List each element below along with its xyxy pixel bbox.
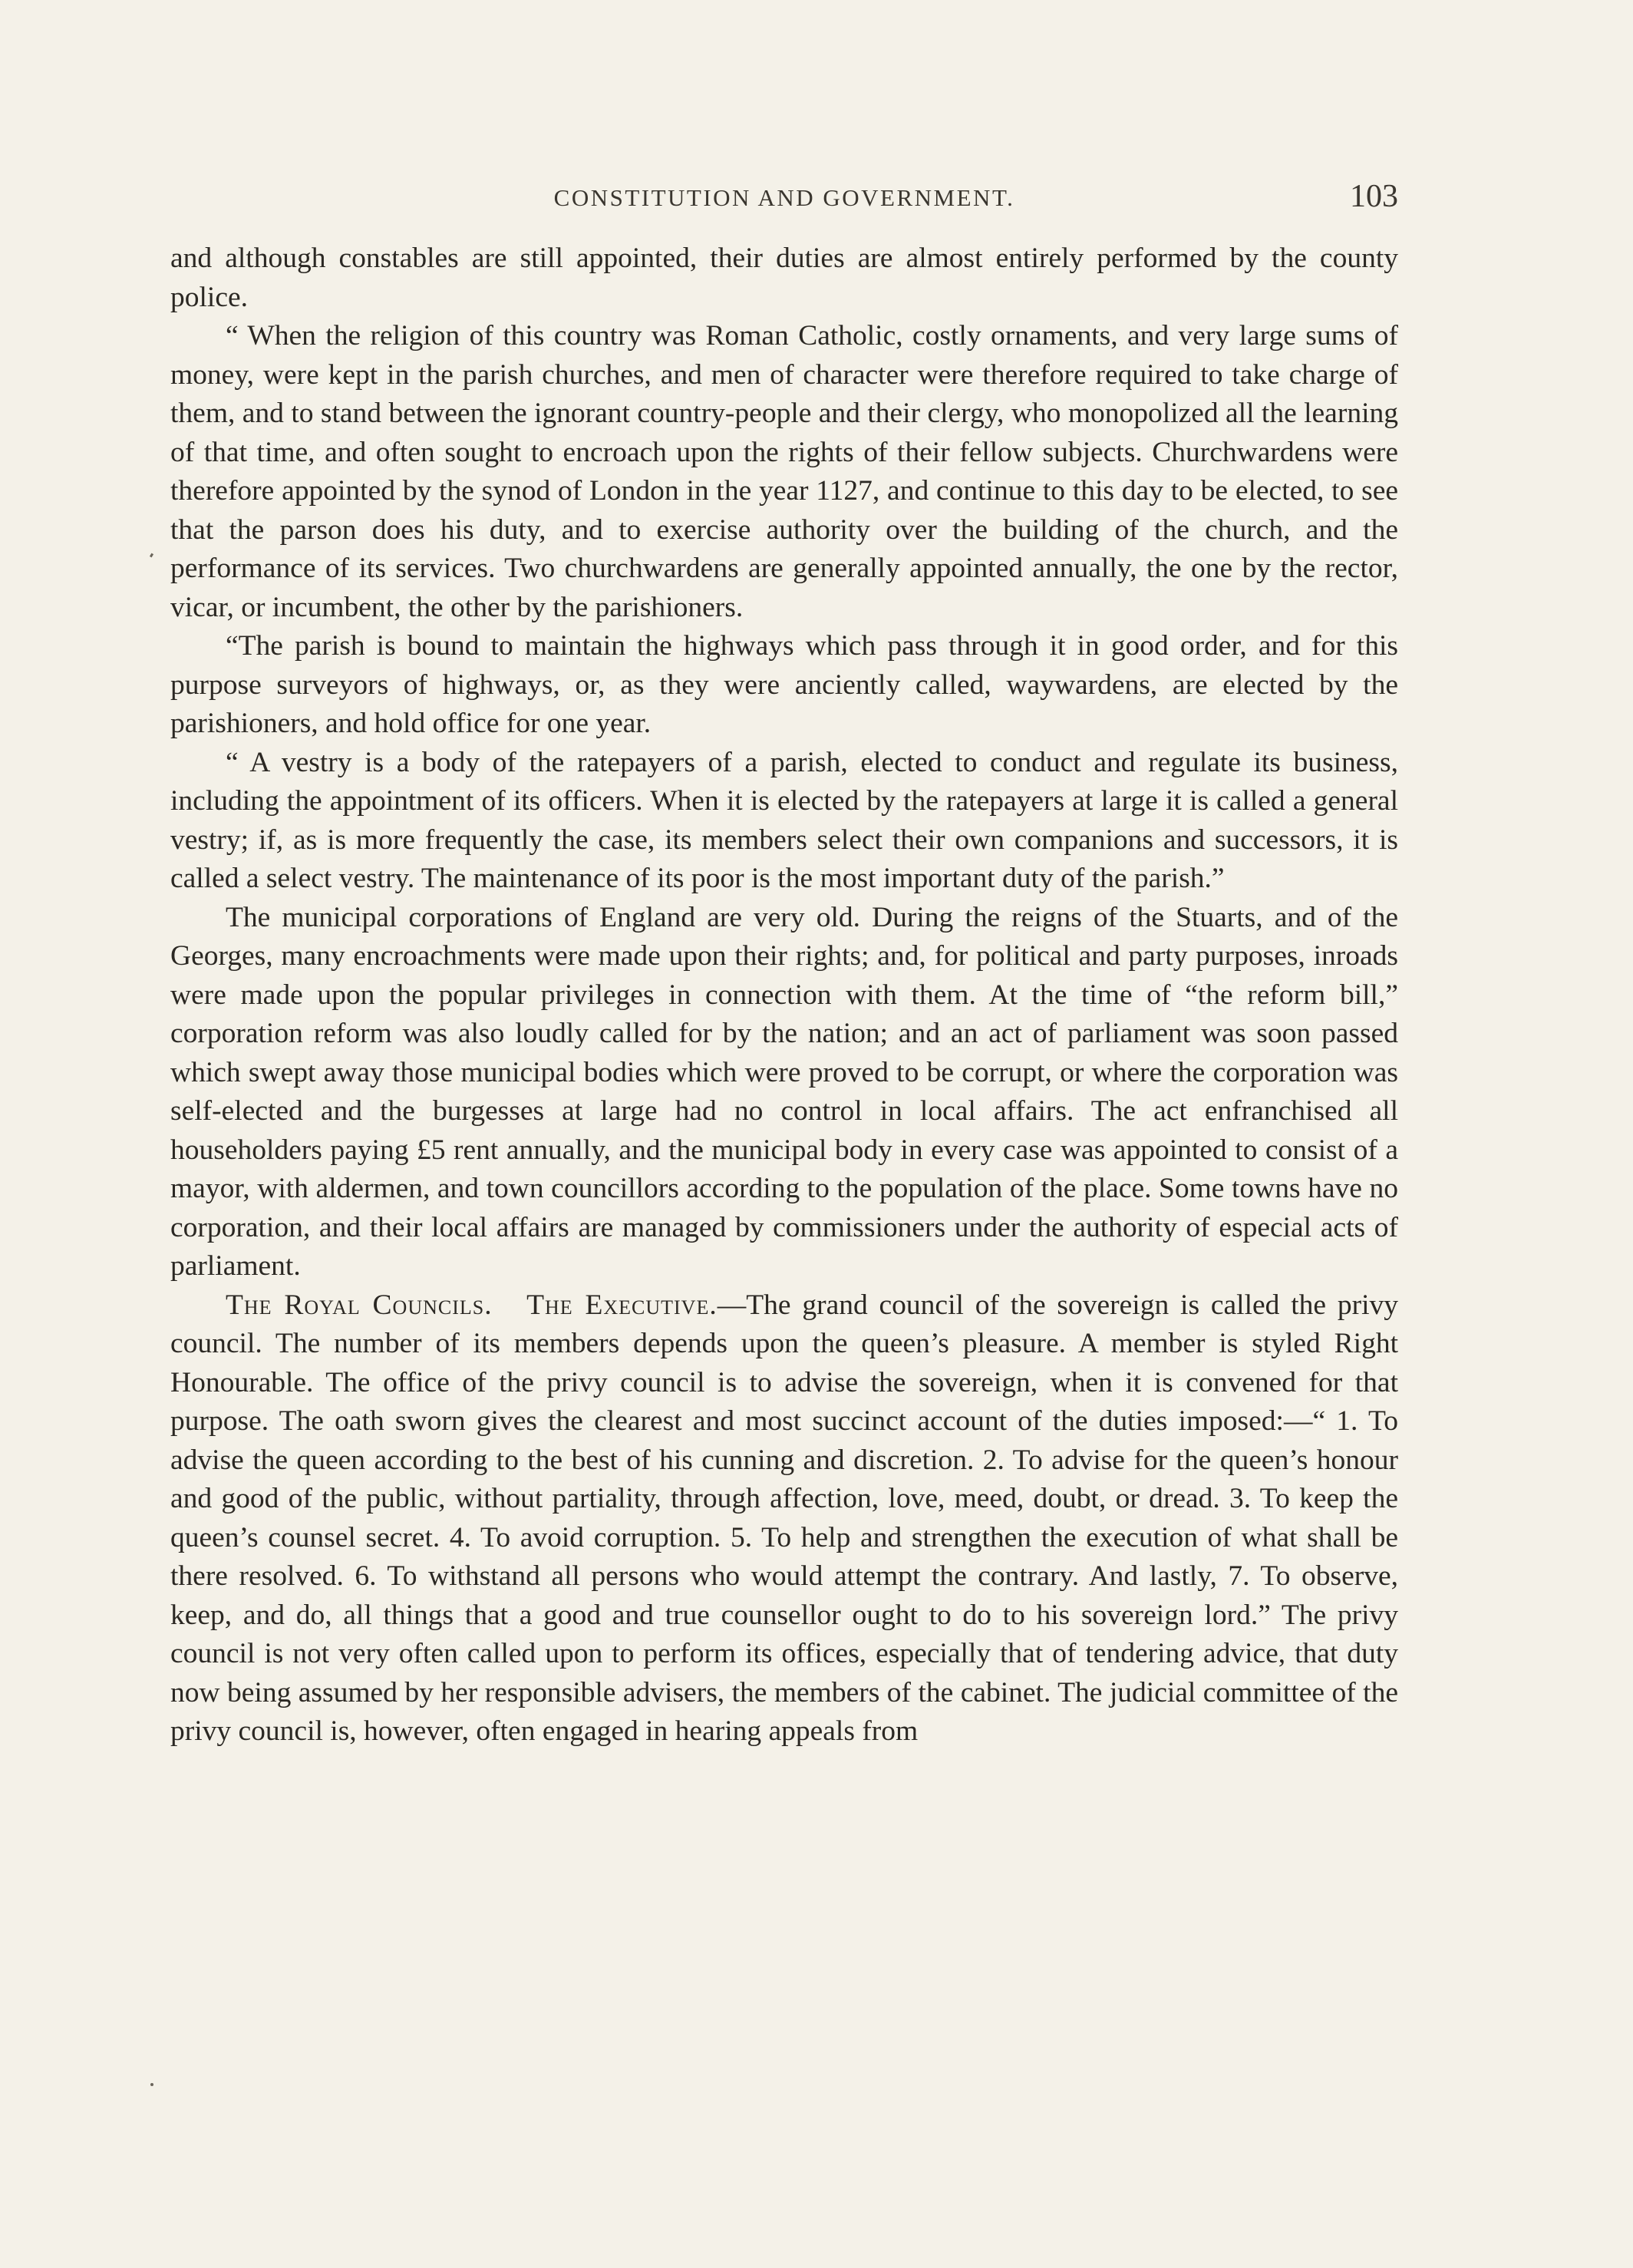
paragraph-churchwardens: “ When the religion of this country was Roman Catholic, costly ornaments, and very large sums of money, were kept in the parish churches, and men of character were therefore required to take charge of them, and to stand between the ignorant country-people and their clergy, who monopolized all the learning of that time, and often sought to encroach upon the rights of their fellow subjects. Churchwardens were therefore appointed by the synod of London in the year 1127, and continue to this day to be elected, to see that the parson does his duty, and to exercise authority over the building of the church, and the performance of its services. Two churchwardens are generally appointed annually, the one by the rector, vicar, or incumbent, the other by the parishioners. <box>170 320 1398 623</box>
paragraph-royal-councils <box>170 1286 1398 1751</box>
paper-mark <box>150 553 153 558</box>
paragraph-vestry: “ A vestry is a body of the ratepayers of a parish, elected to conduct and regulate its business, including the appointment of its officers. When it is elected by the ratepayers at large it is called a general vestry; if, as is more frequently the case, its members select their own companions and successors, it is called a select vestry. The maintenance of its poor is the most important duty of the parish.” <box>170 746 1398 894</box>
page-number: 103 <box>1350 179 1398 214</box>
paragraph-municipal-corporations: The municipal corporations of England are very old. During the reigns of the Stuarts, and of the Georges, many encroachments were made upon their rights; and, for political and party purposes, inroads were made upon the popular privileges in connection with them. At the time of “the reform bill,” corporation reform was also loudly called for by the nation; and an act of parliament was soon passed which swept away those municipal bodies which were proved to be corrupt, or where the corporation was self-elected and the burgesses at large had no control in local affairs. The act enfranchised all householders paying £5 rent annually, and the municipal body in every case was appointed to consist of a mayor, with aldermen, and town councillors according to the population of the place. Some towns have no corporation, and their local affairs are managed by commissioners under the authority of especial acts of parliament. <box>170 901 1398 1282</box>
body-text <box>170 239 1398 1751</box>
section-heading-executive: The Executive. <box>526 1289 718 1321</box>
paper-speck <box>150 2083 153 2086</box>
running-title: CONSTITUTION AND GOVERNMENT. <box>553 184 1015 211</box>
running-head <box>170 178 1398 216</box>
royal-councils-text: —The grand council of the sovereign is called the privy council. The number of its members depends upon the queen’s pleasure. A member is styled Right Honourable. The office of the privy council is to advise the sovereign, when it is convened for that purpose. The oath sworn gives the clearest and most succinct account of the duties imposed:—“ 1. To advise the queen according to the best of his cunning and discretion. 2. To advise for the queen’s honour and good of the public, without partiality, through affection, love, meed, doubt, or dread. 3. To keep the queen’s counsel secret. 4. To avoid corruption. 5. To help and strengthen the execution of what shall be there resolved. 6. To withstand all persons who would attempt the contrary. And lastly, 7. To observe, keep, and do, all things that a good and true counsellor ought to do to his sovereign lord.” The privy council is not very often called upon to perform its offices, especially that of tendering advice, that duty now being assumed by her responsible advisers, the members of the cabinet. The judicial committee of the privy council is, however, often engaged in hearing appeals from <box>170 1289 1398 1747</box>
paragraph-highways: “The parish is bound to maintain the highways which pass through it in good order, and for this purpose surveyors of highways, or, as they were anciently called, waywardens, are elected by the parishioners, and hold office for one year. <box>170 630 1398 739</box>
section-heading-royal-councils: The Royal Councils. <box>226 1289 493 1321</box>
paragraph-constables: and although constables are still appointed, their duties are almost entirely performed by the county police. <box>170 243 1398 313</box>
